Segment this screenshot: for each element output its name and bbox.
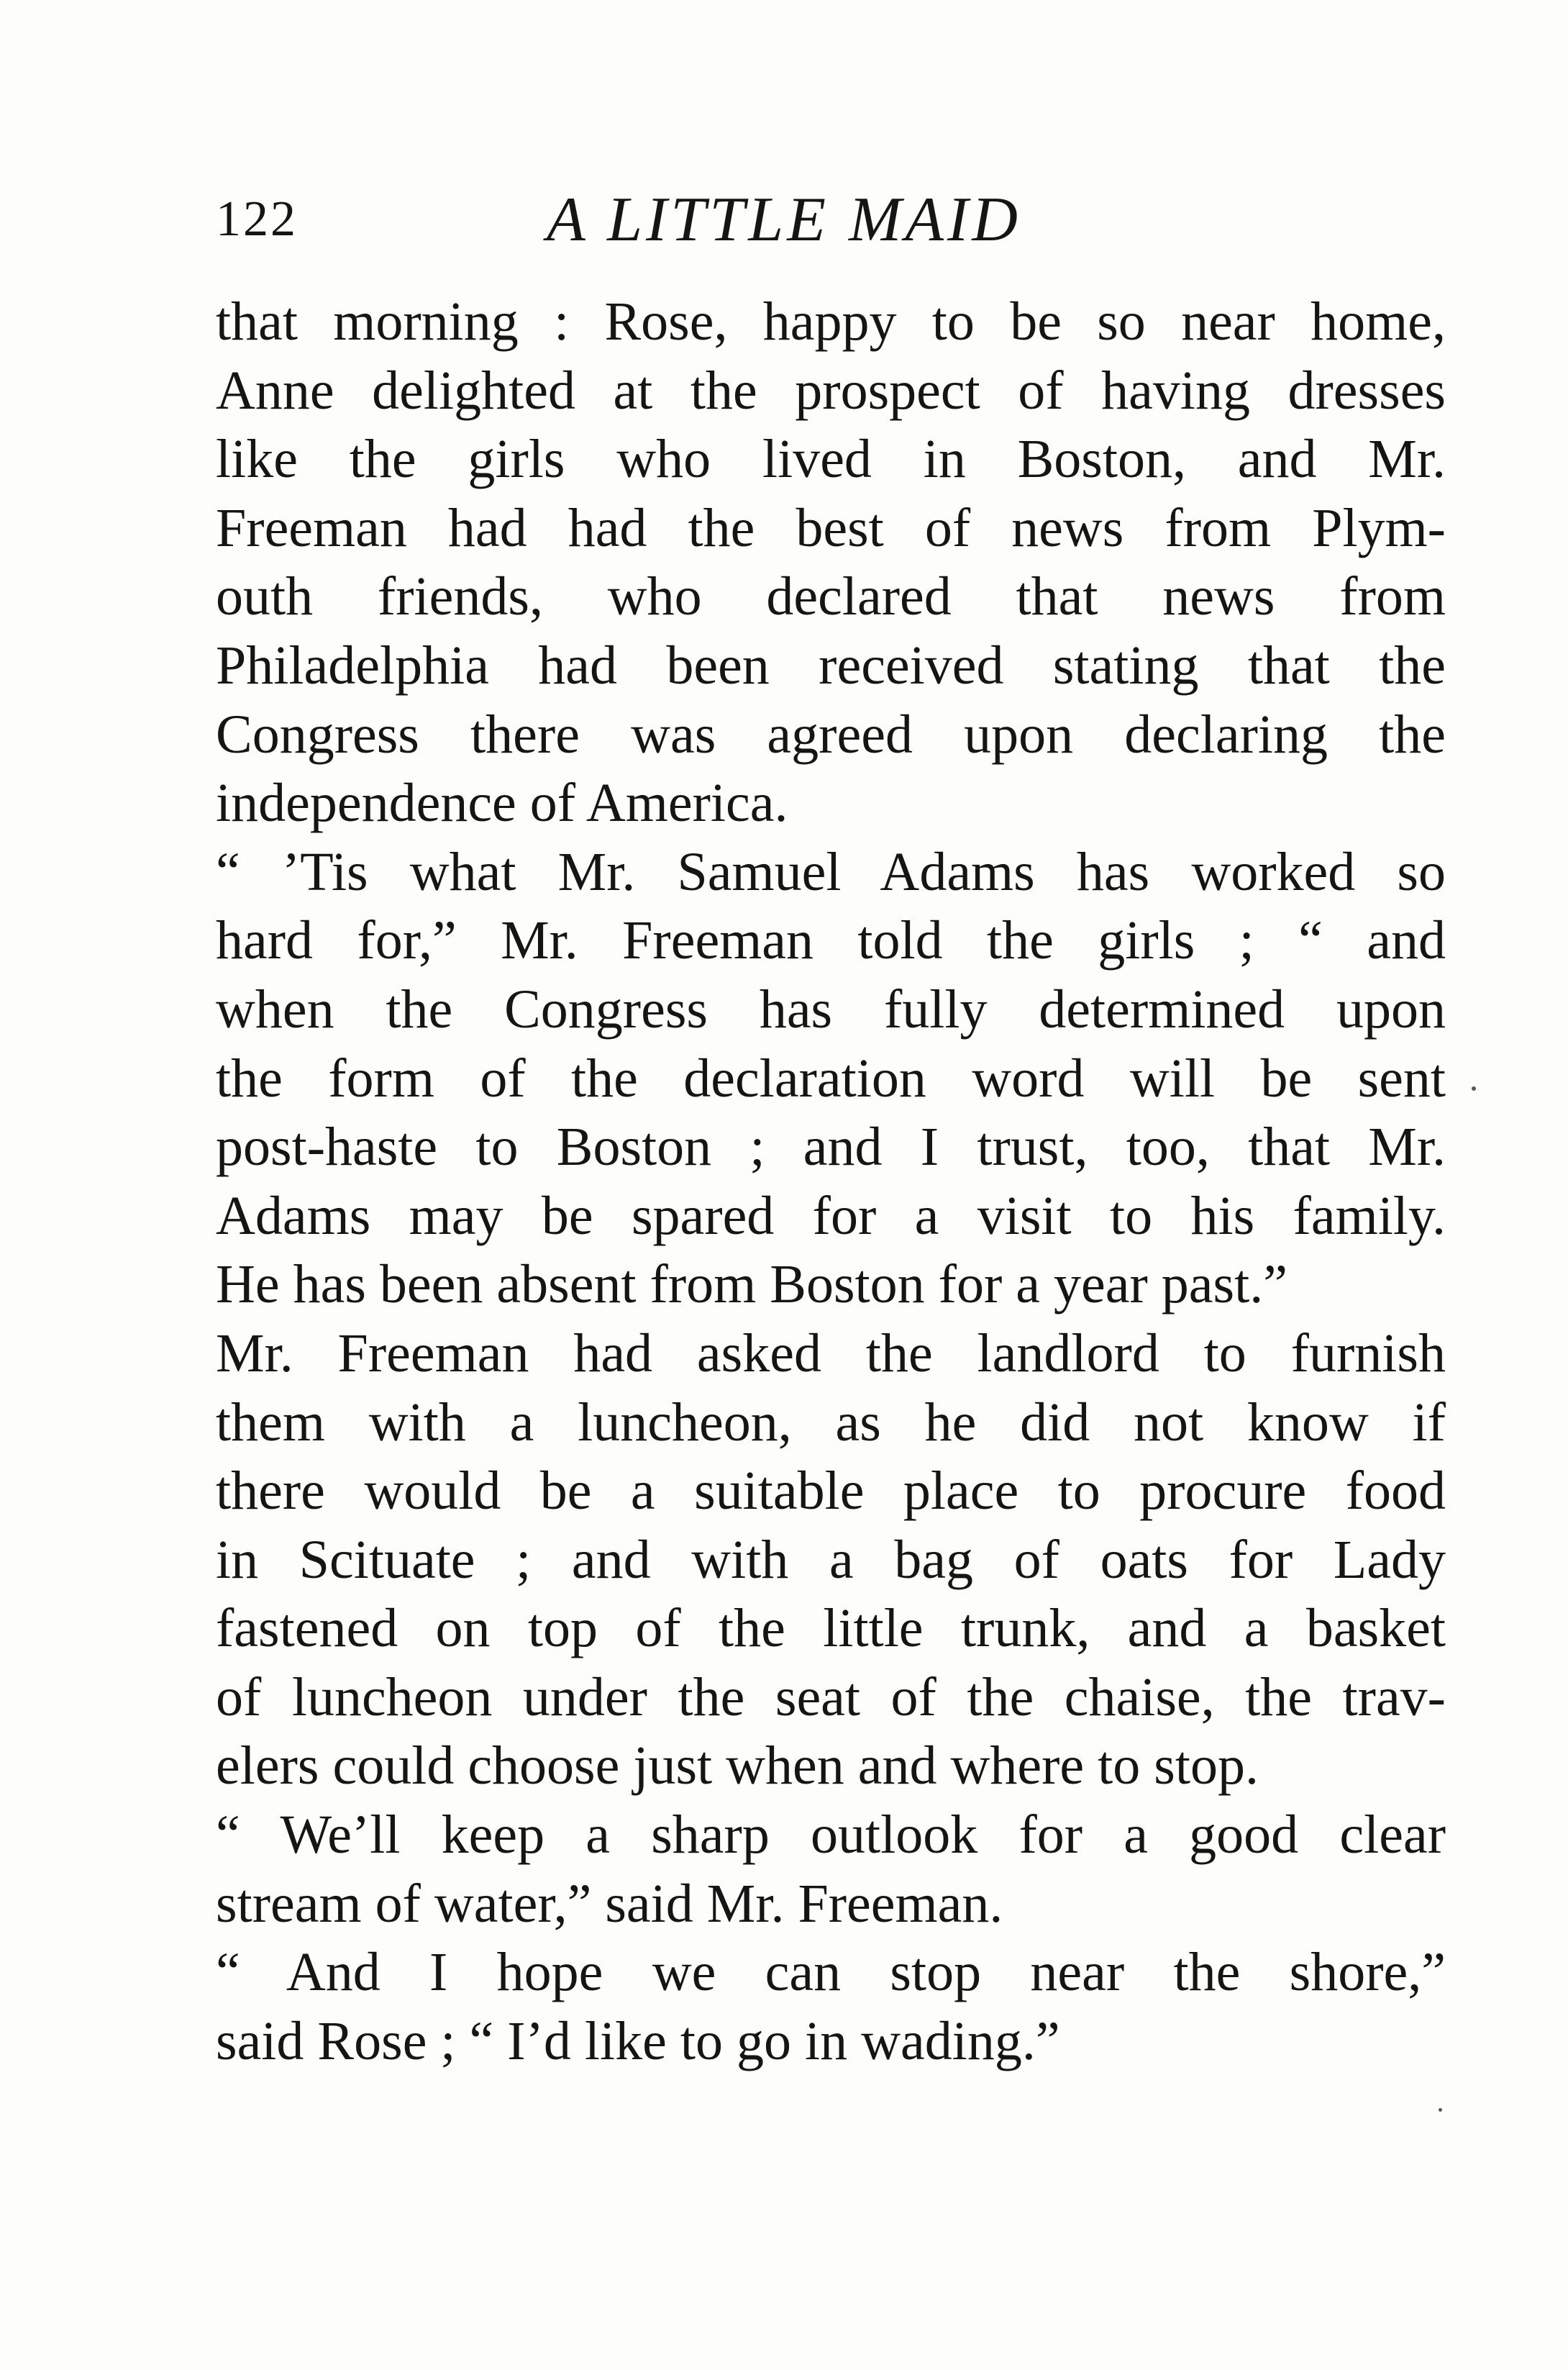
text-line: fastened on top of the little trunk, and a basket [216,1598,1446,1659]
text-line: like the girls who lived in Boston, and Mr. [216,429,1446,490]
text-line: post-haste to Boston ; and I trust, too, that Mr. [216,1117,1446,1178]
paper-speck [1472,1086,1476,1091]
text-line: elers could choose just when and where to stop. [216,1735,1259,1797]
text-line: there would be a suitable place to procure food [216,1461,1446,1522]
body-text [216,288,1446,2076]
running-head [216,183,1446,270]
text-line: the form of the declaration word will be sent [216,1048,1446,1109]
text-line: outh friends, who declared that news from [216,566,1446,627]
text-line: Adams may be spared for a visit to his family. [216,1185,1446,1246]
page-number: 122 [216,191,298,247]
paper-speck [1439,2108,1442,2112]
text-line: Mr. Freeman had asked the landlord to furnish [216,1322,1446,1384]
text-line: them with a luncheon, as he did not know if [216,1391,1446,1453]
text-line: said Rose ; “ I’d like to go in wading.” [216,2010,1060,2071]
text-line: independence of America. [216,773,788,834]
text-line: “ And I hope we can stop near the shore,” [216,1942,1446,2003]
text-line: Philadelphia had been received stating that the [216,635,1446,696]
text-line: of luncheon under the seat of the chaise, the trav- [216,1666,1446,1727]
text-line: Anne delighted at the prospect of having dresses [216,360,1446,421]
running-title: A LITTLE MAID [547,185,1021,255]
text-line: “ ’Tis what Mr. Samuel Adams has worked so [216,841,1446,902]
text-line: when the Congress has fully determined upon [216,979,1446,1040]
text-line: in Scituate ; and with a bag of oats for Lady [216,1529,1446,1590]
text-line: stream of water,” said Mr. Freeman. [216,1873,1003,1934]
text-line: “ We’ll keep a sharp outlook for a good clear [216,1804,1446,1866]
text-line: Congress there was agreed upon declaring the [216,704,1446,765]
text-line: hard for,” Mr. Freeman told the girls ; “ and [216,910,1446,971]
text-line: Freeman had had the best of news from Plym- [216,497,1446,558]
text-line: that morning : Rose, happy to be so near home, [216,291,1446,352]
text-line: He has been absent from Boston for a year past.” [216,1254,1287,1315]
